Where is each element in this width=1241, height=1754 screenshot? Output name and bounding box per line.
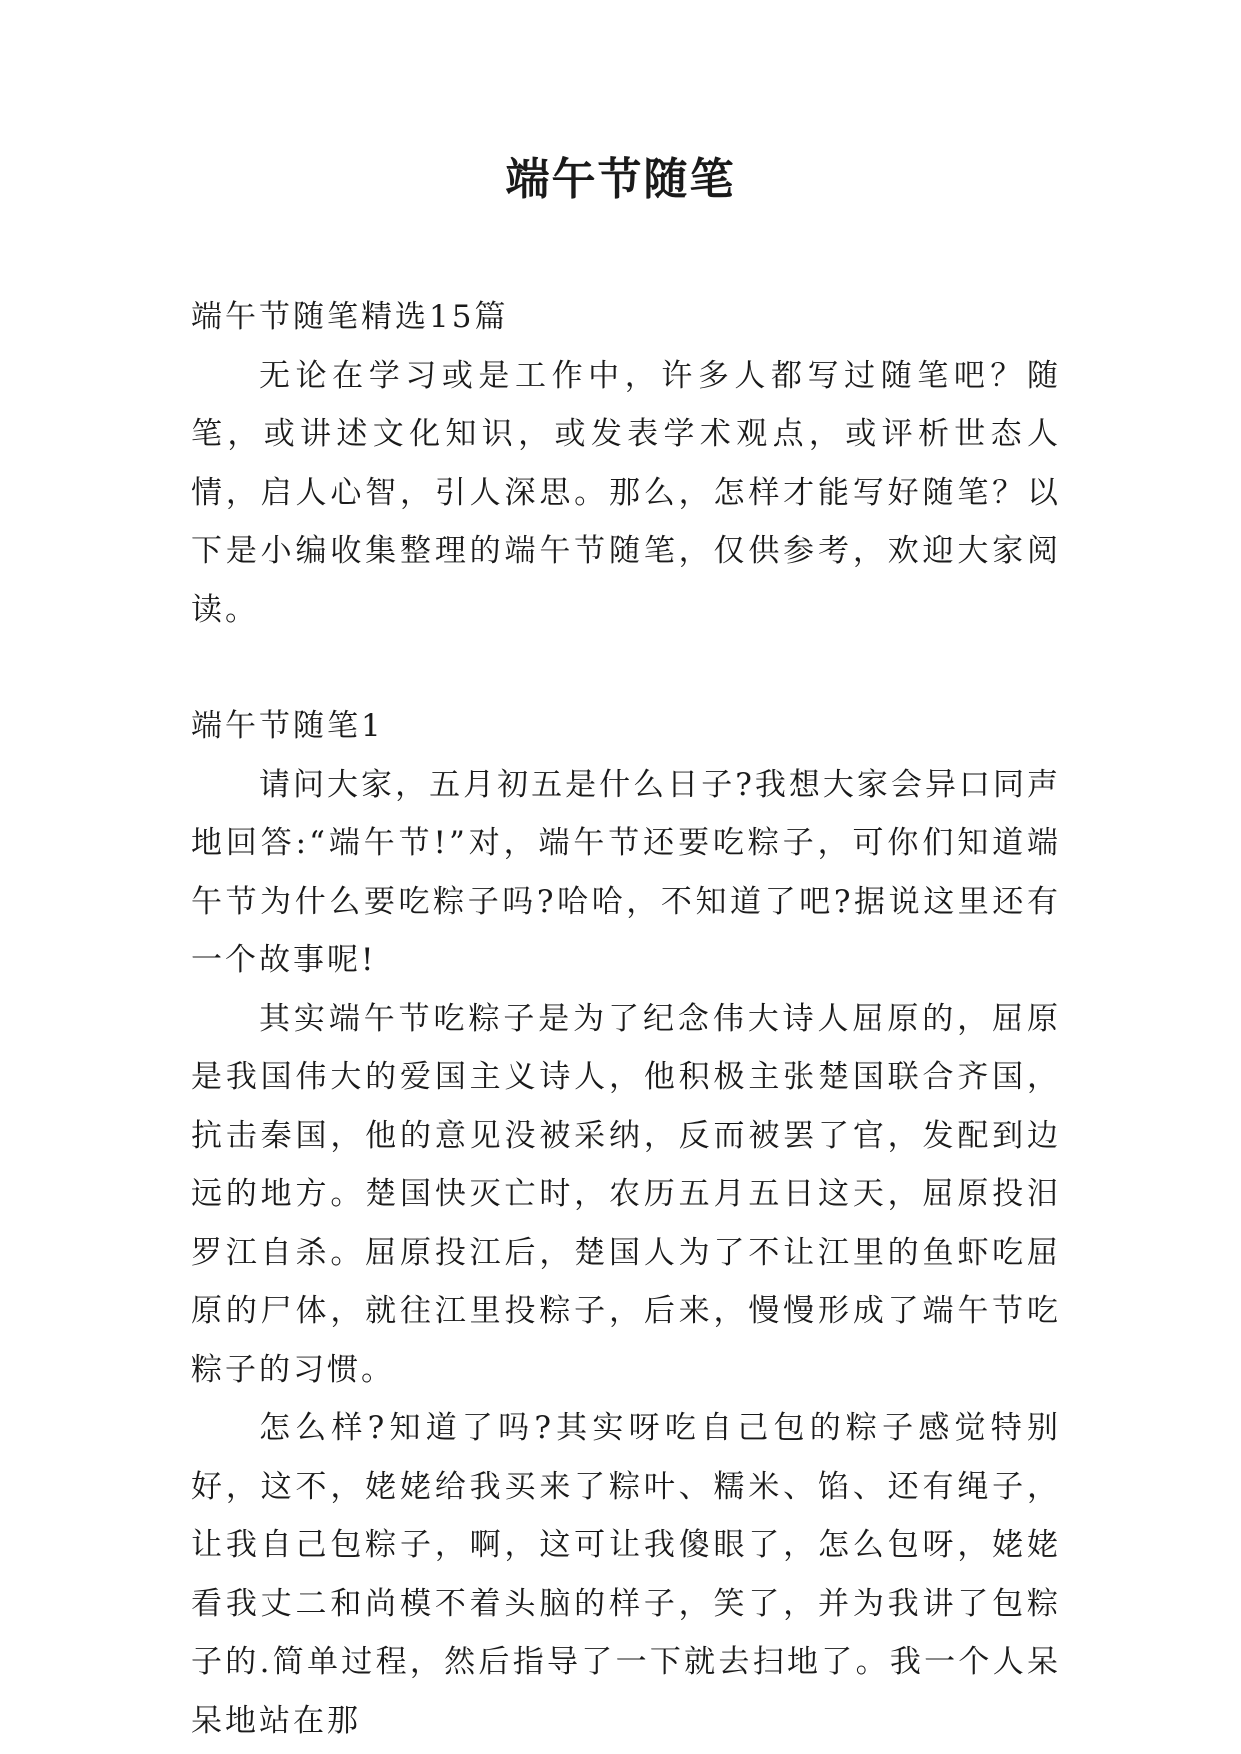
document-title: 端午节随笔 [505,154,736,205]
body-paragraph: 请问大家，五月初五是什么日子?我想大家会异口同声地回答:“端午节!”对，端午节还要吃粽子，可你们知道端午节为什么要吃粽子吗?哈哈，不知道了吧?据说这里还有一个故事呢! [191,766,1061,978]
body-paragraph: 其实端午节吃粽子是为了纪念伟大诗人屈原的，屈原是我国伟大的爱国主义诗人，他积极主张楚国联合齐国，抗击秦国，他的意见没被采纳，反而被罢了官，发配到边远的地方。楚国快灭亡时，农历五月五日这天，屈原投汨罗江自杀。屈原投江后，楚国人为了不让江里的鱼虾吃屈原的尸体，就往江里投粽子，后来，慢慢形成了端午节吃粽子的习惯。 [191,1000,1061,1388]
body-paragraph: 怎么样?知道了吗?其实呀吃自己包的粽子感觉特别好，这不，姥姥给我买来了粽叶、糯米、馅、还有绳子，让我自己包粽子，啊，这可让我傻眼了，怎么包呀，姥姥看我丈二和尚模不着头脑的样子，笑了，并为我讲了包粽子的.简单过程，然后指导了一下就去扫地了。我一个人呆呆地站在那 [191,1410,1061,1739]
section-heading: 端午节随笔1 [191,708,384,744]
section-spacer [191,639,1061,697]
collection-heading: 端午节随笔精选15篇 [191,299,509,335]
document-body [191,288,1061,1750]
intro-paragraph: 无论在学习或是工作中，许多人都写过随笔吧？随笔，或讲述文化知识，或发表学术观点，或评析世态人情，启人心智，引人深思。那么，怎样才能写好随笔？以下是小编收集整理的端午节随笔，仅供参考，欢迎大家阅读。 [191,357,1061,628]
